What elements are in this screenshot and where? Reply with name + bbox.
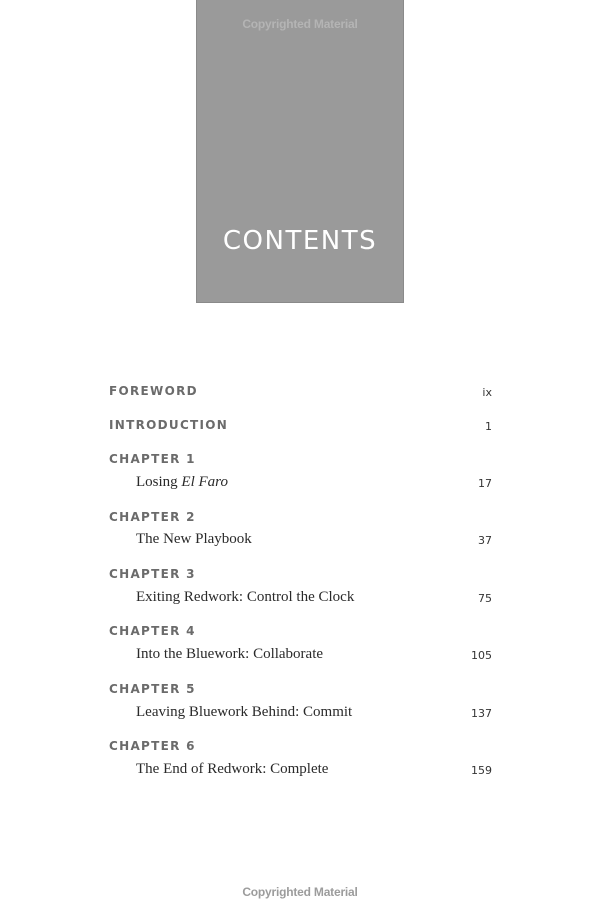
toc-chapter-2-label: CHAPTER 2	[109, 510, 196, 524]
toc-chapter-6-label: CHAPTER 6	[109, 739, 196, 753]
toc-chapter-2-page: 37	[478, 534, 492, 547]
toc-introduction-label: INTRODUCTION	[109, 418, 229, 432]
toc-chapter-4-label: CHAPTER 4	[109, 624, 196, 638]
toc-foreword-page: ix	[482, 386, 492, 399]
toc-chapter-1-page: 17	[478, 477, 492, 490]
toc-chapter-6-page: 159	[471, 764, 492, 777]
toc-chapter-5-page: 137	[471, 707, 492, 720]
toc-chapter-3-page: 75	[478, 592, 492, 605]
toc-chapter-5-title: Leaving Bluework Behind: Commit	[136, 704, 353, 720]
toc-foreword-label: FOREWORD	[109, 384, 198, 398]
toc-chapter-1-label: CHAPTER 1	[109, 452, 196, 466]
toc-chapter-5-label: CHAPTER 5	[109, 682, 196, 696]
contents-header-block	[196, 0, 404, 303]
toc-chapter-4-page: 105	[471, 649, 492, 662]
toc-introduction-page: 1	[485, 420, 492, 433]
watermark-bottom: Copyrighted Material	[242, 885, 358, 899]
toc-chapter-1-title	[136, 474, 228, 491]
toc-chapter-6-title: The End of Redwork: Complete	[136, 761, 329, 777]
toc-chapter-1-title-italic: El Faro	[181, 474, 228, 490]
toc-chapter-2-title: The New Playbook	[136, 531, 252, 547]
page-title: CONTENTS	[222, 226, 378, 256]
toc-chapter-4-title: Into the Bluework: Collaborate	[136, 646, 324, 662]
toc-chapter-1-title-prefix: Losing	[136, 474, 182, 490]
toc-chapter-3-title: Exiting Redwork: Control the Clock	[136, 589, 355, 605]
toc-chapter-3-label: CHAPTER 3	[109, 567, 196, 581]
watermark-top: Copyrighted Material	[242, 17, 358, 31]
